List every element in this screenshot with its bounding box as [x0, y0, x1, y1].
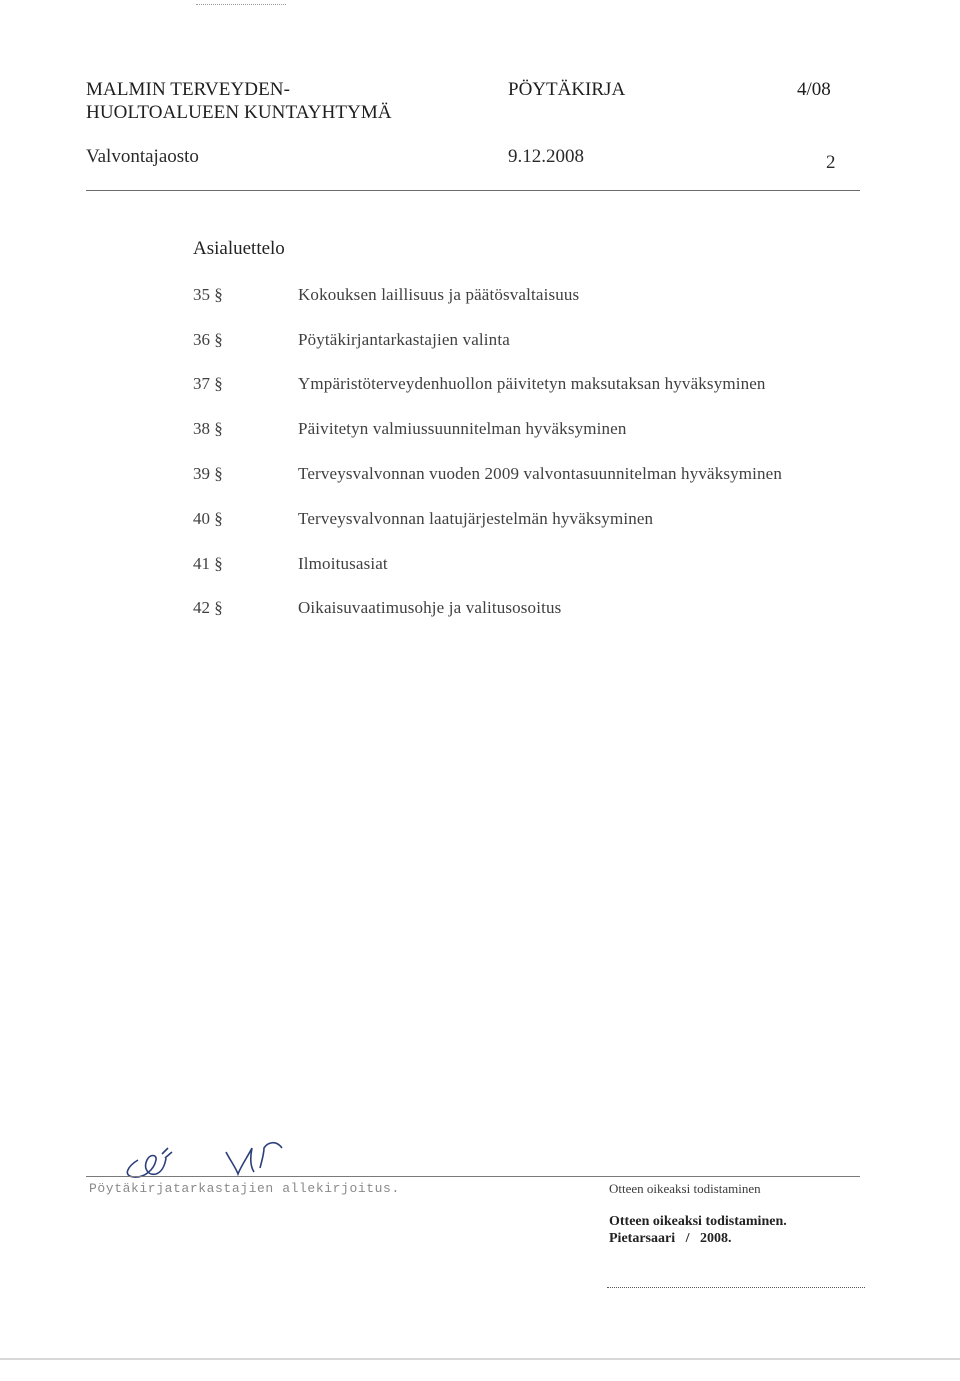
- toc-item-text: Terveysvalvonnan laatujärjestelmän hyväksyminen: [298, 509, 654, 528]
- signature-label: Pöytäkirjatarkastajien allekirjoitus.: [89, 1181, 400, 1196]
- toc-item-text: Pöytäkirjantarkastajien valinta: [298, 330, 510, 349]
- signature-line: [86, 1176, 860, 1177]
- signature-1: [127, 1148, 172, 1177]
- header-divider: [86, 190, 860, 191]
- page-bottom-edge: [0, 1358, 960, 1360]
- toc-item-number: 36 §: [193, 330, 223, 349]
- toc-item-text: Päivitetyn valmiussuunnitelman hyväksyminen: [298, 419, 627, 438]
- organization-name-line2: HUOLTOALUEEN KUNTAYHTYMÄ: [86, 102, 392, 123]
- document-number: 4/08: [797, 79, 831, 100]
- toc-item-number: 38 §: [193, 419, 223, 438]
- organization-name: [86, 78, 392, 124]
- signature-2: [226, 1143, 282, 1174]
- toc-item-number: 37 §: [193, 374, 223, 393]
- certification-dotted-line: [607, 1284, 865, 1288]
- board-name: Valvontajaosto: [86, 146, 199, 167]
- meeting-date: 9.12.2008: [508, 146, 584, 167]
- scan-speck: [196, 2, 286, 5]
- toc-title: Asialuettelo: [193, 238, 285, 259]
- toc-item-text: Terveysvalvonnan vuoden 2009 valvontasuunnitelman hyväksyminen: [298, 464, 783, 483]
- toc-item-number: 39 §: [193, 464, 223, 483]
- toc-item-text: Ympäristöterveydenhuollon päivitetyn maksutaksan hyväksyminen: [298, 374, 766, 393]
- certification-label: Otteen oikeaksi todistaminen: [609, 1181, 761, 1196]
- toc-item-number: 42 §: [193, 598, 223, 617]
- toc-item-number: 35 §: [193, 285, 223, 304]
- page-number: 2: [826, 152, 836, 173]
- certification-place: Pietarsaari / 2008.: [609, 1231, 732, 1246]
- toc-item-text: Oikaisuvaatimusohje ja valitusosoitus: [298, 598, 562, 617]
- toc-item-number: 41 §: [193, 554, 223, 573]
- toc-item-text: Kokouksen laillisuus ja päätösvaltaisuus: [298, 285, 580, 304]
- organization-name-line1: MALMIN TERVEYDEN-: [86, 79, 291, 100]
- document-type: PÖYTÄKIRJA: [508, 79, 626, 100]
- certification-title: Otteen oikeaksi todistaminen.: [609, 1214, 787, 1229]
- toc-item-text: Ilmoitusasiat: [298, 554, 388, 573]
- toc-item-number: 40 §: [193, 509, 223, 528]
